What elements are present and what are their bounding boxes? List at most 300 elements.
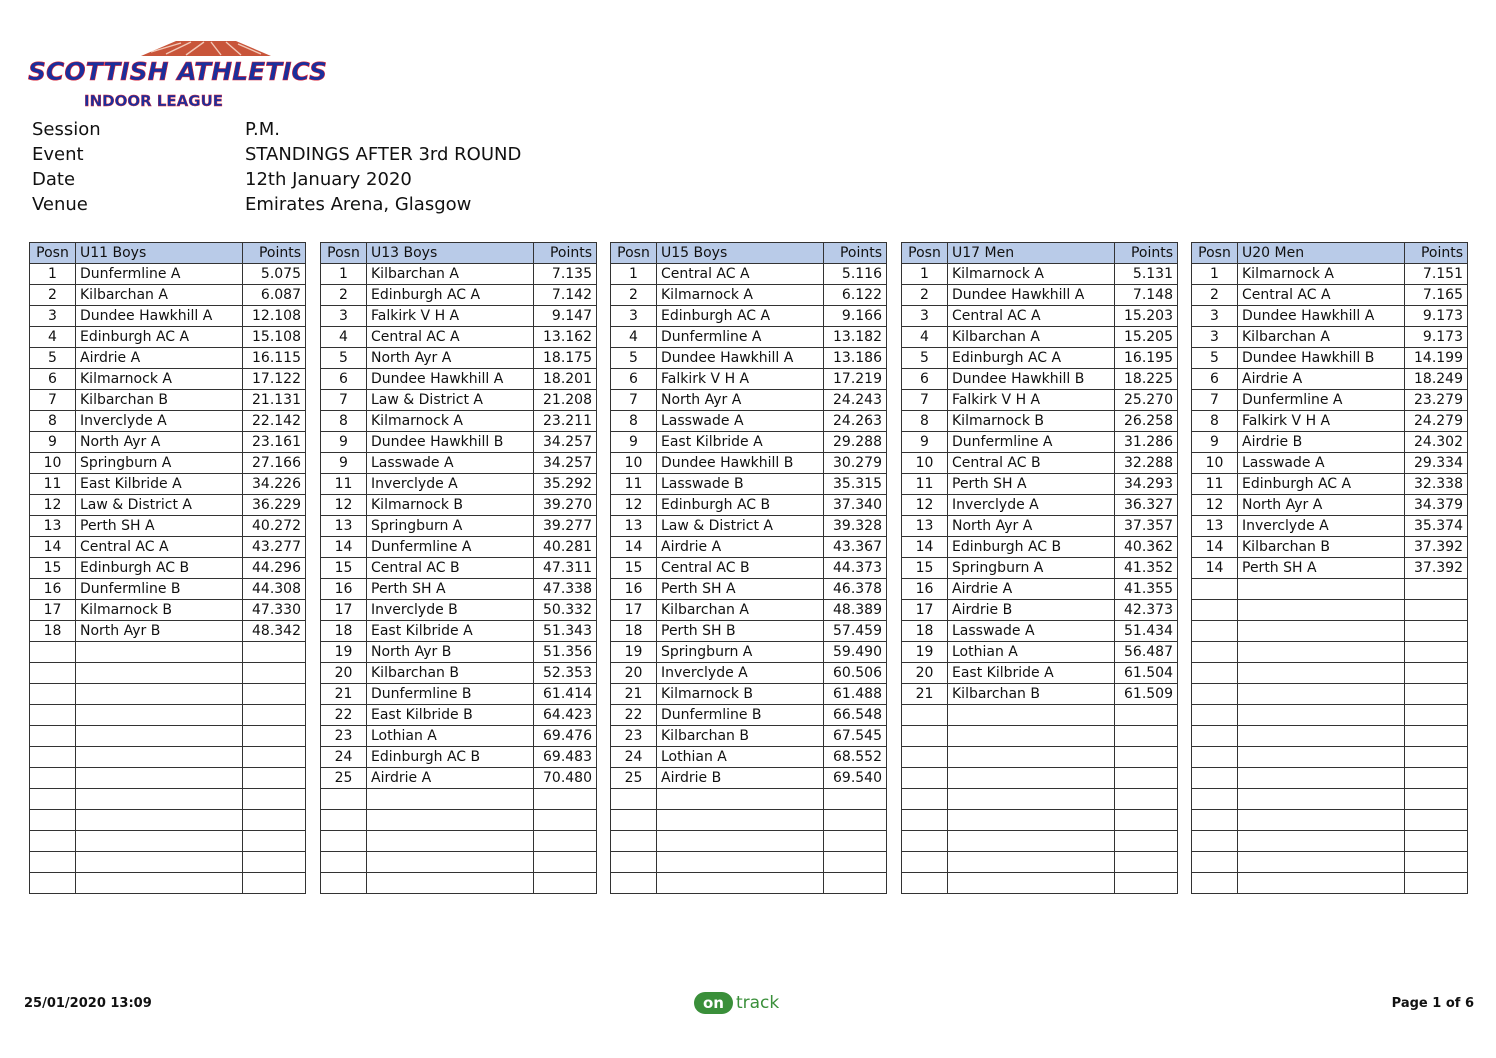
table-row [321,390,597,411]
empty-row [1192,579,1468,600]
table-row [611,747,887,768]
team-cell: Central AC B [657,558,824,579]
table-row [611,663,887,684]
table-row [321,495,597,516]
empty-row [902,705,1178,726]
team-cell: Central AC A [1238,285,1405,306]
table-row [321,327,597,348]
team-cell [657,873,824,894]
empty-row [30,747,306,768]
position-cell: 25 [611,768,657,789]
team-cell [1238,726,1405,747]
position-cell [1192,600,1238,621]
position-cell: 5 [902,348,948,369]
team-cell: Edinburgh AC B [948,537,1115,558]
table-row [30,621,306,642]
points-cell: 24.279 [1405,411,1468,432]
empty-row [1192,621,1468,642]
points-cell: 6.122 [824,285,887,306]
position-cell: 18 [321,621,367,642]
points-cell: 34.379 [1405,495,1468,516]
points-cell: 18.249 [1405,369,1468,390]
position-cell: 21 [902,684,948,705]
team-cell: Kilbarchan A [76,285,243,306]
points-cell [1115,705,1178,726]
table-row [902,390,1178,411]
points-cell: 64.423 [534,705,597,726]
table-row [611,621,887,642]
table-row [30,264,306,285]
team-cell: Lasswade A [657,411,824,432]
table-row [321,411,597,432]
team-cell [1238,831,1405,852]
date-label: Date [32,169,76,190]
category-header: U11 Boys [76,243,243,264]
team-cell [948,873,1115,894]
position-cell [30,852,76,873]
points-cell: 25.270 [1115,390,1178,411]
position-cell: 7 [321,390,367,411]
position-cell: 10 [611,453,657,474]
session-value: P.M. [245,119,281,140]
team-cell [1238,642,1405,663]
position-cell: 21 [321,684,367,705]
points-cell: 39.270 [534,495,597,516]
team-cell: Central AC B [367,558,534,579]
team-cell: Kilmarnock A [657,285,824,306]
team-cell: Dundee Hawkhill A [1238,306,1405,327]
points-cell: 23.279 [1405,390,1468,411]
team-cell [657,810,824,831]
table-header-row [1192,243,1468,264]
position-cell [30,642,76,663]
position-cell: 1 [321,264,367,285]
points-cell: 21.208 [534,390,597,411]
team-cell: Dundee Hawkhill B [948,369,1115,390]
points-cell: 40.362 [1115,537,1178,558]
position-cell [611,789,657,810]
points-cell: 7.142 [534,285,597,306]
position-cell: 16 [611,579,657,600]
position-cell [611,831,657,852]
points-cell: 32.338 [1405,474,1468,495]
team-cell [1238,621,1405,642]
category-header: U17 Men [948,243,1115,264]
empty-row [902,810,1178,831]
points-cell [1405,768,1468,789]
team-cell [76,789,243,810]
table-row [611,348,887,369]
points-cell: 37.357 [1115,516,1178,537]
position-cell [1192,747,1238,768]
empty-row [902,873,1178,894]
position-cell: 22 [321,705,367,726]
empty-row [611,789,887,810]
table-row [30,327,306,348]
team-cell: Lasswade A [367,453,534,474]
position-cell: 14 [1192,537,1238,558]
position-cell [902,873,948,894]
position-cell [902,810,948,831]
team-cell: Kilmarnock B [657,684,824,705]
team-cell: Central AC A [367,327,534,348]
empty-row [1192,789,1468,810]
empty-row [1192,726,1468,747]
points-cell [243,684,306,705]
event-info-row [32,192,521,217]
team-cell [76,873,243,894]
points-cell [1405,621,1468,642]
table-row [902,663,1178,684]
points-cell [243,768,306,789]
table-row [902,327,1178,348]
points-cell [1115,810,1178,831]
points-cell: 26.258 [1115,411,1178,432]
position-cell: 21 [611,684,657,705]
position-cell [30,831,76,852]
position-cell [902,726,948,747]
points-cell: 43.277 [243,537,306,558]
points-cell [1405,642,1468,663]
team-cell [948,747,1115,768]
position-cell [611,810,657,831]
team-cell: Dunfermline A [948,432,1115,453]
points-cell [243,747,306,768]
table-row [611,306,887,327]
team-cell [76,768,243,789]
empty-row [1192,852,1468,873]
points-cell: 51.434 [1115,621,1178,642]
points-cell [1115,789,1178,810]
points-cell: 36.327 [1115,495,1178,516]
team-cell: Airdrie A [1238,369,1405,390]
table-row [611,579,887,600]
empty-row [1192,705,1468,726]
position-cell: 2 [1192,285,1238,306]
points-cell [1115,831,1178,852]
team-cell: North Ayr A [367,348,534,369]
team-cell [1238,810,1405,831]
points-cell [1405,789,1468,810]
category-header: U15 Boys [657,243,824,264]
table-row [30,537,306,558]
points-cell: 43.367 [824,537,887,558]
session-label: Session [32,119,101,140]
position-cell: 6 [1192,369,1238,390]
team-cell: Central AC A [657,264,824,285]
posn-header: Posn [1192,243,1238,264]
position-cell: 2 [30,285,76,306]
position-cell: 13 [321,516,367,537]
position-cell: 20 [611,663,657,684]
table-row [30,432,306,453]
position-cell: 1 [1192,264,1238,285]
empty-row [30,768,306,789]
points-cell: 56.487 [1115,642,1178,663]
position-cell: 7 [30,390,76,411]
table-row [321,348,597,369]
team-cell: Inverclyde A [367,474,534,495]
position-cell [1192,831,1238,852]
table-row [902,684,1178,705]
team-cell: Central AC A [76,537,243,558]
points-cell: 39.328 [824,516,887,537]
team-cell: Kilmarnock A [948,264,1115,285]
position-cell: 15 [30,558,76,579]
position-cell [1192,579,1238,600]
position-cell: 20 [321,663,367,684]
position-cell: 3 [321,306,367,327]
team-cell [1238,600,1405,621]
position-cell [30,747,76,768]
points-cell: 44.296 [243,558,306,579]
position-cell: 14 [611,537,657,558]
points-cell: 13.186 [824,348,887,369]
points-cell: 61.504 [1115,663,1178,684]
position-cell: 22 [611,705,657,726]
table-row [611,726,887,747]
position-cell: 19 [611,642,657,663]
table-row [321,558,597,579]
points-cell: 61.488 [824,684,887,705]
table-row [30,453,306,474]
team-cell: Lasswade B [657,474,824,495]
points-cell: 37.392 [1405,558,1468,579]
position-cell: 10 [902,453,948,474]
empty-row [1192,810,1468,831]
team-cell: Perth SH A [657,579,824,600]
points-cell: 57.459 [824,621,887,642]
position-cell: 9 [30,432,76,453]
table-row [902,285,1178,306]
team-cell: North Ayr B [367,642,534,663]
team-cell: Airdrie B [657,768,824,789]
team-cell: Edinburgh AC A [76,327,243,348]
team-cell: Edinburgh AC A [367,285,534,306]
points-cell: 37.340 [824,495,887,516]
empty-row [1192,768,1468,789]
team-cell: Kilbarchan B [948,684,1115,705]
team-cell: East Kilbride A [367,621,534,642]
points-cell: 14.199 [1405,348,1468,369]
position-cell: 17 [30,600,76,621]
points-cell: 9.166 [824,306,887,327]
position-cell: 15 [611,558,657,579]
team-cell: Dunfermline B [657,705,824,726]
points-cell: 35.374 [1405,516,1468,537]
team-cell: Falkirk V H A [657,369,824,390]
event-info-row [32,117,521,142]
team-cell: Perth SH A [76,516,243,537]
points-cell: 68.552 [824,747,887,768]
points-cell [1405,705,1468,726]
empty-row [1192,684,1468,705]
team-cell: Law & District A [657,516,824,537]
position-cell: 2 [321,285,367,306]
points-cell: 48.342 [243,621,306,642]
team-cell: Central AC B [948,453,1115,474]
empty-row [611,852,887,873]
points-cell [824,852,887,873]
event-info-row [32,167,521,192]
position-cell: 5 [321,348,367,369]
table-row [902,369,1178,390]
table-row [902,474,1178,495]
points-cell [1405,726,1468,747]
position-cell: 19 [321,642,367,663]
table-row [611,642,887,663]
team-cell [76,726,243,747]
table-row [30,474,306,495]
points-cell [243,705,306,726]
table-header-row [30,243,306,264]
empty-row [611,831,887,852]
table-row [1192,537,1468,558]
table-row [321,453,597,474]
table-row [902,348,1178,369]
points-cell [1405,663,1468,684]
position-cell [30,873,76,894]
event-value: STANDINGS AFTER 3rd ROUND [245,144,522,165]
position-cell: 5 [30,348,76,369]
points-cell: 70.480 [534,768,597,789]
points-cell: 22.142 [243,411,306,432]
points-cell: 27.166 [243,453,306,474]
table-row [1192,453,1468,474]
team-cell: Kilmarnock A [367,411,534,432]
position-cell: 12 [902,495,948,516]
points-cell: 35.292 [534,474,597,495]
table-row [611,600,887,621]
points-cell: 7.165 [1405,285,1468,306]
team-cell: Edinburgh AC B [76,558,243,579]
table-row [1192,264,1468,285]
logo-title: SCOTTISH ATHLETICS [28,57,327,86]
table-row [611,684,887,705]
team-cell [1238,663,1405,684]
team-cell: Perth SH A [367,579,534,600]
table-row [30,411,306,432]
scottish-athletics-logo [26,38,371,113]
table-row [1192,558,1468,579]
team-cell: North Ayr A [948,516,1115,537]
team-cell: Kilmarnock B [76,600,243,621]
position-cell: 16 [30,579,76,600]
team-cell: Law & District A [76,495,243,516]
position-cell: 6 [902,369,948,390]
points-cell: 7.135 [534,264,597,285]
empty-row [30,873,306,894]
position-cell: 8 [1192,411,1238,432]
team-cell: Kilmarnock B [367,495,534,516]
points-cell: 46.378 [824,579,887,600]
team-cell: Kilbarchan B [1238,537,1405,558]
points-cell [534,810,597,831]
points-cell: 17.122 [243,369,306,390]
table-row [611,369,887,390]
points-cell [824,831,887,852]
points-cell [243,810,306,831]
empty-row [1192,747,1468,768]
empty-row [30,663,306,684]
position-cell: 15 [902,558,948,579]
points-cell: 69.540 [824,768,887,789]
table-row [321,726,597,747]
points-cell: 23.211 [534,411,597,432]
points-cell: 18.225 [1115,369,1178,390]
empty-row [321,810,597,831]
position-cell: 4 [902,327,948,348]
team-cell: Springburn A [76,453,243,474]
table-row [1192,432,1468,453]
points-cell: 34.226 [243,474,306,495]
team-cell [76,810,243,831]
empty-row [30,852,306,873]
table-row [321,432,597,453]
team-cell: Lothian A [657,747,824,768]
points-cell: 42.373 [1115,600,1178,621]
empty-row [902,747,1178,768]
table-row [902,558,1178,579]
team-cell [1238,768,1405,789]
team-cell: Dunfermline A [657,327,824,348]
team-cell: Lasswade A [1238,453,1405,474]
team-cell: Perth SH B [657,621,824,642]
position-cell: 12 [611,495,657,516]
points-cell: 15.108 [243,327,306,348]
position-cell [30,789,76,810]
table-row [902,621,1178,642]
position-cell: 9 [611,432,657,453]
team-cell: Kilbarchan B [76,390,243,411]
position-cell: 11 [902,474,948,495]
points-cell [534,789,597,810]
empty-row [30,831,306,852]
points-cell [1405,600,1468,621]
team-cell: East Kilbride A [948,663,1115,684]
team-cell: Kilbarchan B [657,726,824,747]
table-row [1192,495,1468,516]
points-cell: 47.330 [243,600,306,621]
posn-header: Posn [611,243,657,264]
table-row [321,369,597,390]
team-cell: Inverclyde A [657,663,824,684]
table-row [321,642,597,663]
position-cell [1192,810,1238,831]
position-cell: 19 [902,642,948,663]
points-cell: 21.131 [243,390,306,411]
empty-row [30,705,306,726]
team-cell: Dundee Hawkhill A [948,285,1115,306]
points-cell [824,810,887,831]
team-cell: Kilbarchan A [1238,327,1405,348]
team-cell: Springburn A [948,558,1115,579]
points-cell: 9.173 [1405,306,1468,327]
team-cell [948,810,1115,831]
team-cell: Dundee Hawkhill B [1238,348,1405,369]
points-header: Points [1115,243,1178,264]
team-cell [76,831,243,852]
position-cell: 12 [321,495,367,516]
position-cell: 16 [902,579,948,600]
position-cell [1192,726,1238,747]
team-cell: Dunfermline A [76,264,243,285]
table-row [321,600,597,621]
points-cell [1405,873,1468,894]
points-cell: 5.116 [824,264,887,285]
points-cell: 5.075 [243,264,306,285]
team-cell: Edinburgh AC B [367,747,534,768]
